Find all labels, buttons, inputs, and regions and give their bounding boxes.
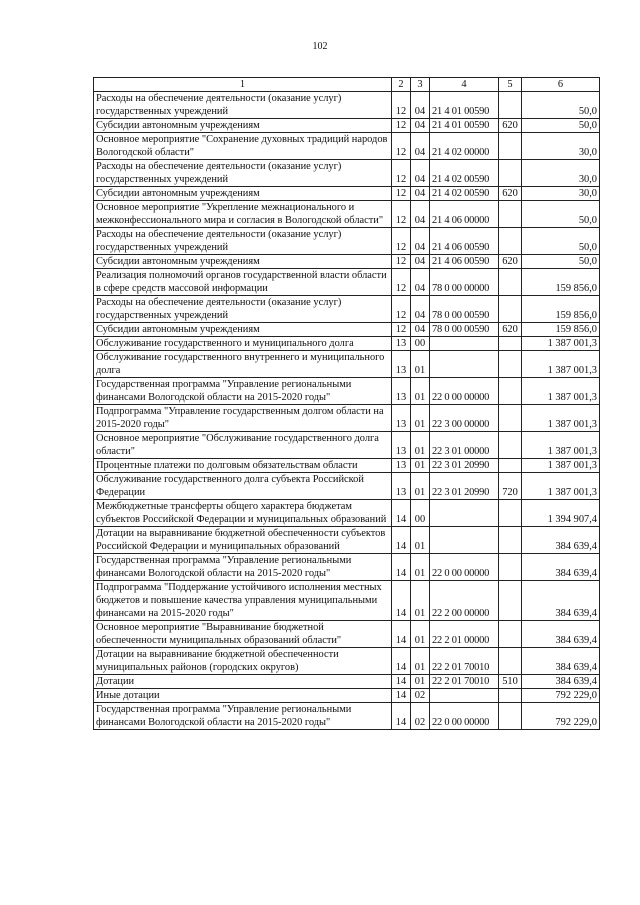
row-amount-cell: 50,0 [522, 201, 600, 228]
row-target-article-cell: 22 3 01 20990 [430, 459, 499, 473]
row-target-article-cell [430, 351, 499, 378]
row-section-cell: 14 [392, 554, 411, 581]
table-row [94, 133, 600, 160]
row-amount-cell: 1 387 001,3 [522, 351, 600, 378]
table-row [94, 432, 600, 459]
row-subsection-cell: 04 [411, 92, 430, 119]
row-expense-type-cell [499, 201, 522, 228]
row-target-article-cell: 22 0 00 00000 [430, 554, 499, 581]
row-target-article-cell: 21 4 01 00590 [430, 92, 499, 119]
row-name-cell: Субсидии автономным учреждениям [94, 255, 392, 269]
row-expense-type-cell [499, 405, 522, 432]
row-subsection-cell: 01 [411, 621, 430, 648]
table-row [94, 621, 600, 648]
row-expense-type-cell [499, 689, 522, 703]
row-target-article-cell: 22 2 01 70010 [430, 675, 499, 689]
row-target-article-cell [430, 500, 499, 527]
row-expense-type-cell [499, 269, 522, 296]
row-expense-type-cell [499, 228, 522, 255]
row-target-article-cell [430, 337, 499, 351]
row-amount-cell: 50,0 [522, 92, 600, 119]
row-expense-type-cell [499, 378, 522, 405]
row-name-cell: Дотации [94, 675, 392, 689]
row-target-article-cell: 21 4 06 00590 [430, 255, 499, 269]
row-section-cell: 12 [392, 187, 411, 201]
row-amount-cell: 50,0 [522, 255, 600, 269]
row-section-cell: 12 [392, 119, 411, 133]
row-name-cell: Обслуживание государственного и муниципального долга [94, 337, 392, 351]
row-subsection-cell: 04 [411, 201, 430, 228]
row-target-article-cell: 21 4 06 00590 [430, 228, 499, 255]
row-name-cell: Субсидии автономным учреждениям [94, 323, 392, 337]
row-name-cell: Подпрограмма "Поддержание устойчивого исполнения местных бюджетов и повышение качества управления муниципальными финансами на 2015-2020 годы" [94, 581, 392, 621]
row-expense-type-cell [499, 432, 522, 459]
table-row [94, 92, 600, 119]
table-row [94, 378, 600, 405]
row-expense-type-cell [499, 92, 522, 119]
row-expense-type-cell: 620 [499, 255, 522, 269]
row-name-cell: Основное мероприятие "Сохранение духовных традиций народов Вологодской области" [94, 133, 392, 160]
row-name-cell: Процентные платежи по долговым обязательствам области [94, 459, 392, 473]
row-section-cell: 13 [392, 405, 411, 432]
header-cell-name: 1 [94, 78, 392, 92]
row-subsection-cell: 01 [411, 378, 430, 405]
table-row [94, 689, 600, 703]
row-section-cell: 14 [392, 703, 411, 730]
table-row [94, 459, 600, 473]
row-target-article-cell: 22 0 00 00000 [430, 703, 499, 730]
row-section-cell: 13 [392, 473, 411, 500]
row-section-cell: 12 [392, 133, 411, 160]
row-name-cell: Государственная программа "Управление региональными финансами Вологодской области на 2015-2020 годы" [94, 378, 392, 405]
table-row [94, 255, 600, 269]
row-amount-cell: 159 856,0 [522, 296, 600, 323]
row-name-cell: Основное мероприятие "Выравнивание бюджетной обеспеченности муниципальных образований области" [94, 621, 392, 648]
row-subsection-cell: 01 [411, 432, 430, 459]
row-name-cell: Государственная программа "Управление региональными финансами Вологодской области на 2015-2020 годы" [94, 703, 392, 730]
row-amount-cell: 1 387 001,3 [522, 337, 600, 351]
row-expense-type-cell [499, 296, 522, 323]
header-cell-section: 2 [392, 78, 411, 92]
row-name-cell: Государственная программа "Управление региональными финансами Вологодской области на 2015-2020 годы" [94, 554, 392, 581]
row-subsection-cell: 04 [411, 160, 430, 187]
table-row [94, 323, 600, 337]
row-subsection-cell: 01 [411, 527, 430, 554]
row-target-article-cell: 22 0 00 00000 [430, 378, 499, 405]
table-body [94, 92, 600, 730]
row-name-cell: Расходы на обеспечение деятельности (оказание услуг) государственных учреждений [94, 160, 392, 187]
row-name-cell: Обслуживание государственного внутреннего и муниципального долга [94, 351, 392, 378]
row-expense-type-cell: 720 [499, 473, 522, 500]
row-subsection-cell: 04 [411, 269, 430, 296]
row-subsection-cell: 04 [411, 323, 430, 337]
row-expense-type-cell: 620 [499, 187, 522, 201]
row-target-article-cell: 22 2 00 00000 [430, 581, 499, 621]
row-amount-cell: 159 856,0 [522, 269, 600, 296]
table-row [94, 201, 600, 228]
row-subsection-cell: 04 [411, 228, 430, 255]
row-target-article-cell: 21 4 06 00000 [430, 201, 499, 228]
row-target-article-cell [430, 689, 499, 703]
row-name-cell: Расходы на обеспечение деятельности (оказание услуг) государственных учреждений [94, 296, 392, 323]
row-expense-type-cell [499, 703, 522, 730]
table-row [94, 527, 600, 554]
row-amount-cell: 1 387 001,3 [522, 459, 600, 473]
row-subsection-cell: 01 [411, 648, 430, 675]
row-subsection-cell: 01 [411, 405, 430, 432]
table-row [94, 351, 600, 378]
row-section-cell: 12 [392, 201, 411, 228]
row-name-cell: Субсидии автономным учреждениям [94, 119, 392, 133]
row-target-article-cell: 21 4 01 00590 [430, 119, 499, 133]
table-row [94, 703, 600, 730]
row-subsection-cell: 01 [411, 459, 430, 473]
row-expense-type-cell [499, 554, 522, 581]
page-number: 102 [312, 41, 328, 52]
row-amount-cell: 384 639,4 [522, 621, 600, 648]
row-expense-type-cell: 510 [499, 675, 522, 689]
row-subsection-cell: 04 [411, 296, 430, 323]
row-expense-type-cell [499, 648, 522, 675]
row-target-article-cell: 22 2 01 00000 [430, 621, 499, 648]
row-target-article-cell: 22 3 01 00000 [430, 432, 499, 459]
row-amount-cell: 384 639,4 [522, 648, 600, 675]
row-amount-cell: 1 387 001,3 [522, 378, 600, 405]
row-amount-cell: 159 856,0 [522, 323, 600, 337]
row-section-cell: 13 [392, 378, 411, 405]
row-subsection-cell: 00 [411, 500, 430, 527]
table-row [94, 648, 600, 675]
table-row [94, 228, 600, 255]
row-amount-cell: 384 639,4 [522, 554, 600, 581]
row-subsection-cell: 04 [411, 187, 430, 201]
row-expense-type-cell [499, 133, 522, 160]
header-cell-target-article: 4 [430, 78, 499, 92]
row-section-cell: 14 [392, 675, 411, 689]
row-subsection-cell: 01 [411, 351, 430, 378]
row-name-cell: Основное мероприятие "Укрепление межнационального и межконфессионального мира и согласия в Вологодской области" [94, 201, 392, 228]
row-target-article-cell: 22 3 00 00000 [430, 405, 499, 432]
row-subsection-cell: 01 [411, 675, 430, 689]
row-amount-cell: 30,0 [522, 187, 600, 201]
row-expense-type-cell [499, 500, 522, 527]
row-amount-cell: 50,0 [522, 119, 600, 133]
row-amount-cell: 792 229,0 [522, 689, 600, 703]
header-cell-subsection: 3 [411, 78, 430, 92]
row-amount-cell: 30,0 [522, 160, 600, 187]
row-name-cell: Расходы на обеспечение деятельности (оказание услуг) государственных учреждений [94, 228, 392, 255]
row-subsection-cell: 01 [411, 554, 430, 581]
row-name-cell: Основное мероприятие "Обслуживание государственного долга области" [94, 432, 392, 459]
row-expense-type-cell: 620 [499, 119, 522, 133]
row-section-cell: 14 [392, 500, 411, 527]
row-amount-cell: 1 387 001,3 [522, 405, 600, 432]
row-section-cell: 12 [392, 269, 411, 296]
row-expense-type-cell [499, 621, 522, 648]
row-name-cell: Межбюджетные трансферты общего характера бюджетам субъектов Российской Федерации и муниципальных образований [94, 500, 392, 527]
table-row [94, 473, 600, 500]
row-name-cell: Дотации на выравнивание бюджетной обеспеченности муниципальных районов (городских округов) [94, 648, 392, 675]
row-section-cell: 14 [392, 621, 411, 648]
row-name-cell: Субсидии автономным учреждениям [94, 187, 392, 201]
row-expense-type-cell [499, 527, 522, 554]
row-expense-type-cell [499, 337, 522, 351]
row-target-article-cell: 21 4 02 00590 [430, 160, 499, 187]
row-amount-cell: 384 639,4 [522, 581, 600, 621]
row-name-cell: Обслуживание государственного долга субъекта Российской Федерации [94, 473, 392, 500]
row-section-cell: 14 [392, 581, 411, 621]
table-row [94, 500, 600, 527]
row-section-cell: 13 [392, 432, 411, 459]
row-subsection-cell: 04 [411, 255, 430, 269]
row-section-cell: 14 [392, 527, 411, 554]
row-subsection-cell: 01 [411, 581, 430, 621]
row-amount-cell: 1 394 907,4 [522, 500, 600, 527]
row-subsection-cell: 01 [411, 473, 430, 500]
table-row [94, 187, 600, 201]
row-section-cell: 12 [392, 255, 411, 269]
table-row [94, 675, 600, 689]
table-row [94, 296, 600, 323]
table-row [94, 119, 600, 133]
row-target-article-cell [430, 527, 499, 554]
row-target-article-cell: 21 4 02 00000 [430, 133, 499, 160]
row-amount-cell: 384 639,4 [522, 675, 600, 689]
row-target-article-cell: 21 4 02 00590 [430, 187, 499, 201]
table-row [94, 405, 600, 432]
row-name-cell: Дотации на выравнивание бюджетной обеспеченности субъектов Российской Федерации и муниципальных образований [94, 527, 392, 554]
row-subsection-cell: 00 [411, 337, 430, 351]
row-amount-cell: 50,0 [522, 228, 600, 255]
table-row [94, 554, 600, 581]
row-expense-type-cell: 620 [499, 323, 522, 337]
row-section-cell: 13 [392, 459, 411, 473]
table-row [94, 581, 600, 621]
row-amount-cell: 1 387 001,3 [522, 473, 600, 500]
row-target-article-cell: 78 0 00 00590 [430, 323, 499, 337]
row-name-cell: Иные дотации [94, 689, 392, 703]
row-target-article-cell: 22 3 01 20990 [430, 473, 499, 500]
row-expense-type-cell [499, 160, 522, 187]
row-amount-cell: 384 639,4 [522, 527, 600, 554]
row-section-cell: 14 [392, 648, 411, 675]
row-target-article-cell: 78 0 00 00590 [430, 296, 499, 323]
row-expense-type-cell [499, 351, 522, 378]
row-section-cell: 13 [392, 351, 411, 378]
row-subsection-cell: 02 [411, 689, 430, 703]
row-section-cell: 12 [392, 323, 411, 337]
row-target-article-cell: 22 2 01 70010 [430, 648, 499, 675]
row-amount-cell: 30,0 [522, 133, 600, 160]
row-name-cell: Реализация полномочий органов государственной власти области в сфере средств массовой информации [94, 269, 392, 296]
row-expense-type-cell [499, 581, 522, 621]
header-cell-expense-type: 5 [499, 78, 522, 92]
row-name-cell: Расходы на обеспечение деятельности (оказание услуг) государственных учреждений [94, 92, 392, 119]
row-target-article-cell: 78 0 00 00000 [430, 269, 499, 296]
header-row [94, 78, 600, 92]
row-amount-cell: 792 229,0 [522, 703, 600, 730]
row-section-cell: 13 [392, 337, 411, 351]
budget-table [93, 77, 600, 730]
row-subsection-cell: 04 [411, 133, 430, 160]
header-cell-amount: 6 [522, 78, 600, 92]
row-section-cell: 12 [392, 92, 411, 119]
table-row [94, 269, 600, 296]
row-expense-type-cell [499, 459, 522, 473]
table-row [94, 160, 600, 187]
row-subsection-cell: 04 [411, 119, 430, 133]
row-section-cell: 14 [392, 689, 411, 703]
row-section-cell: 12 [392, 296, 411, 323]
table-row [94, 337, 600, 351]
row-subsection-cell: 02 [411, 703, 430, 730]
row-section-cell: 12 [392, 228, 411, 255]
row-amount-cell: 1 387 001,3 [522, 432, 600, 459]
row-name-cell: Подпрограмма "Управление государственным долгом области на 2015-2020 годы" [94, 405, 392, 432]
row-section-cell: 12 [392, 160, 411, 187]
